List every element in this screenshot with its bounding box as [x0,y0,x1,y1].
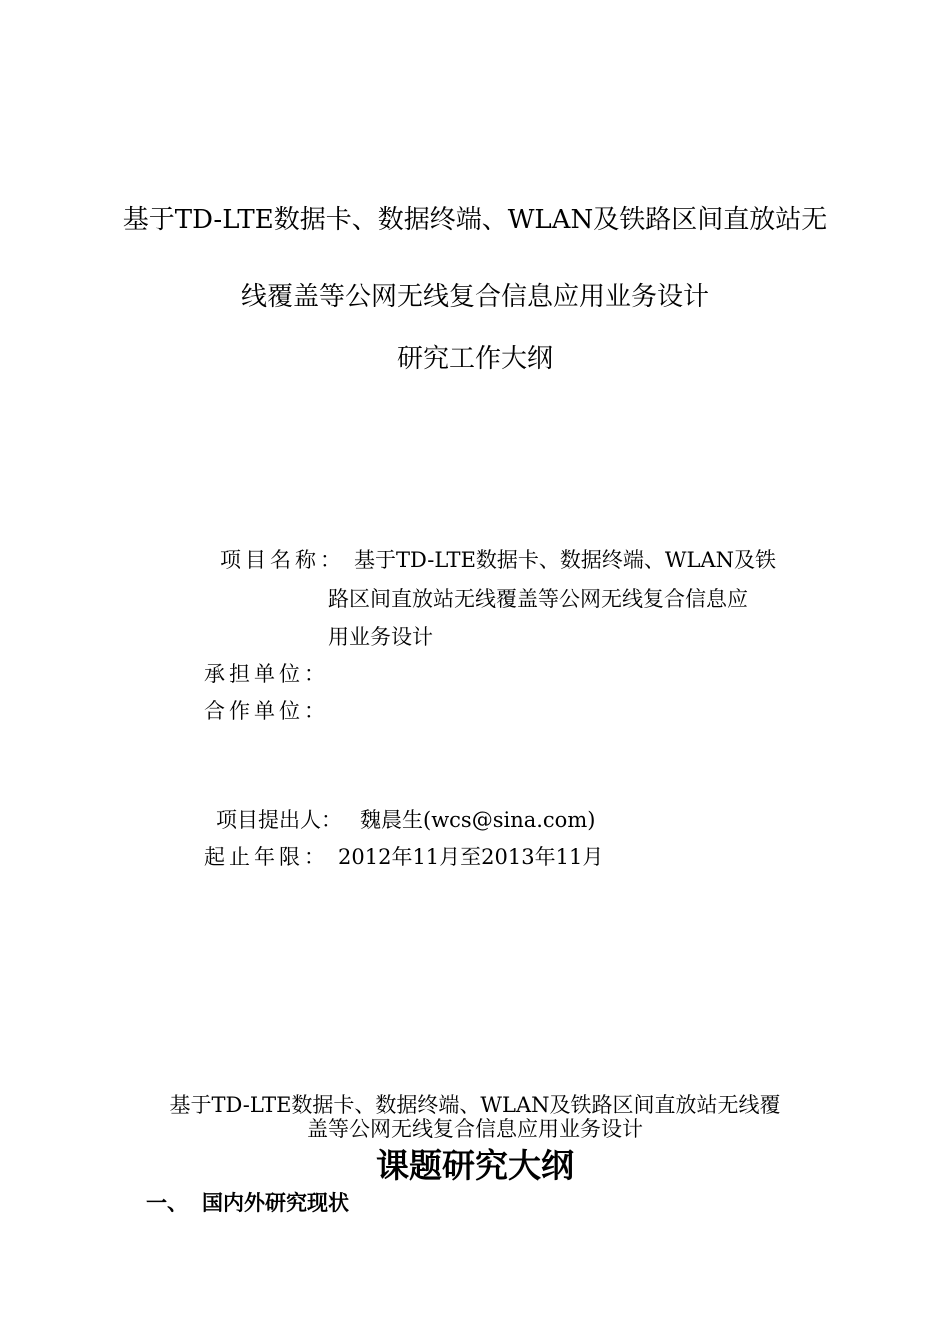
section-1-title: 国内外研究现状 [202,1190,349,1215]
project-name-line-2: 路区间直放站无线覆盖等公网无线复合信息应 [328,587,748,611]
period-value: 2012年11月至2013年11月 [338,845,604,869]
outline-title-line-1: 基于TD-LTE数据卡、数据终端、WLAN及铁路区间直放站无线覆 [169,1093,781,1117]
cover-title-line-3: 研究工作大纲 [396,344,553,374]
project-name-line-3: 用业务设计 [328,625,433,649]
cooperator-label: 合作单位： [204,699,329,723]
project-name-line-1: 基于TD-LTE数据卡、数据终端、WLAN及铁 [354,548,776,572]
period-label: 起止年限： [204,845,329,869]
cover-title-line-2: 线覆盖等公网无线复合信息应用业务设计 [240,282,709,312]
cover-title-line-1: 基于TD-LTE数据卡、数据终端、WLAN及铁路区间直放站无 [122,205,828,235]
project-name-label: 项目名称： [220,548,345,572]
undertaker-label: 承担单位： [204,662,329,686]
section-1-number: 一、 [146,1190,188,1215]
proposer-value: 魏晨生(wcs@sina.com) [360,808,596,832]
proposer-label: 项目提出人： [216,808,342,832]
outline-title-line-2: 盖等公网无线复合信息应用业务设计 [307,1117,643,1141]
outline-main-title: 课题研究大纲 [376,1146,574,1185]
